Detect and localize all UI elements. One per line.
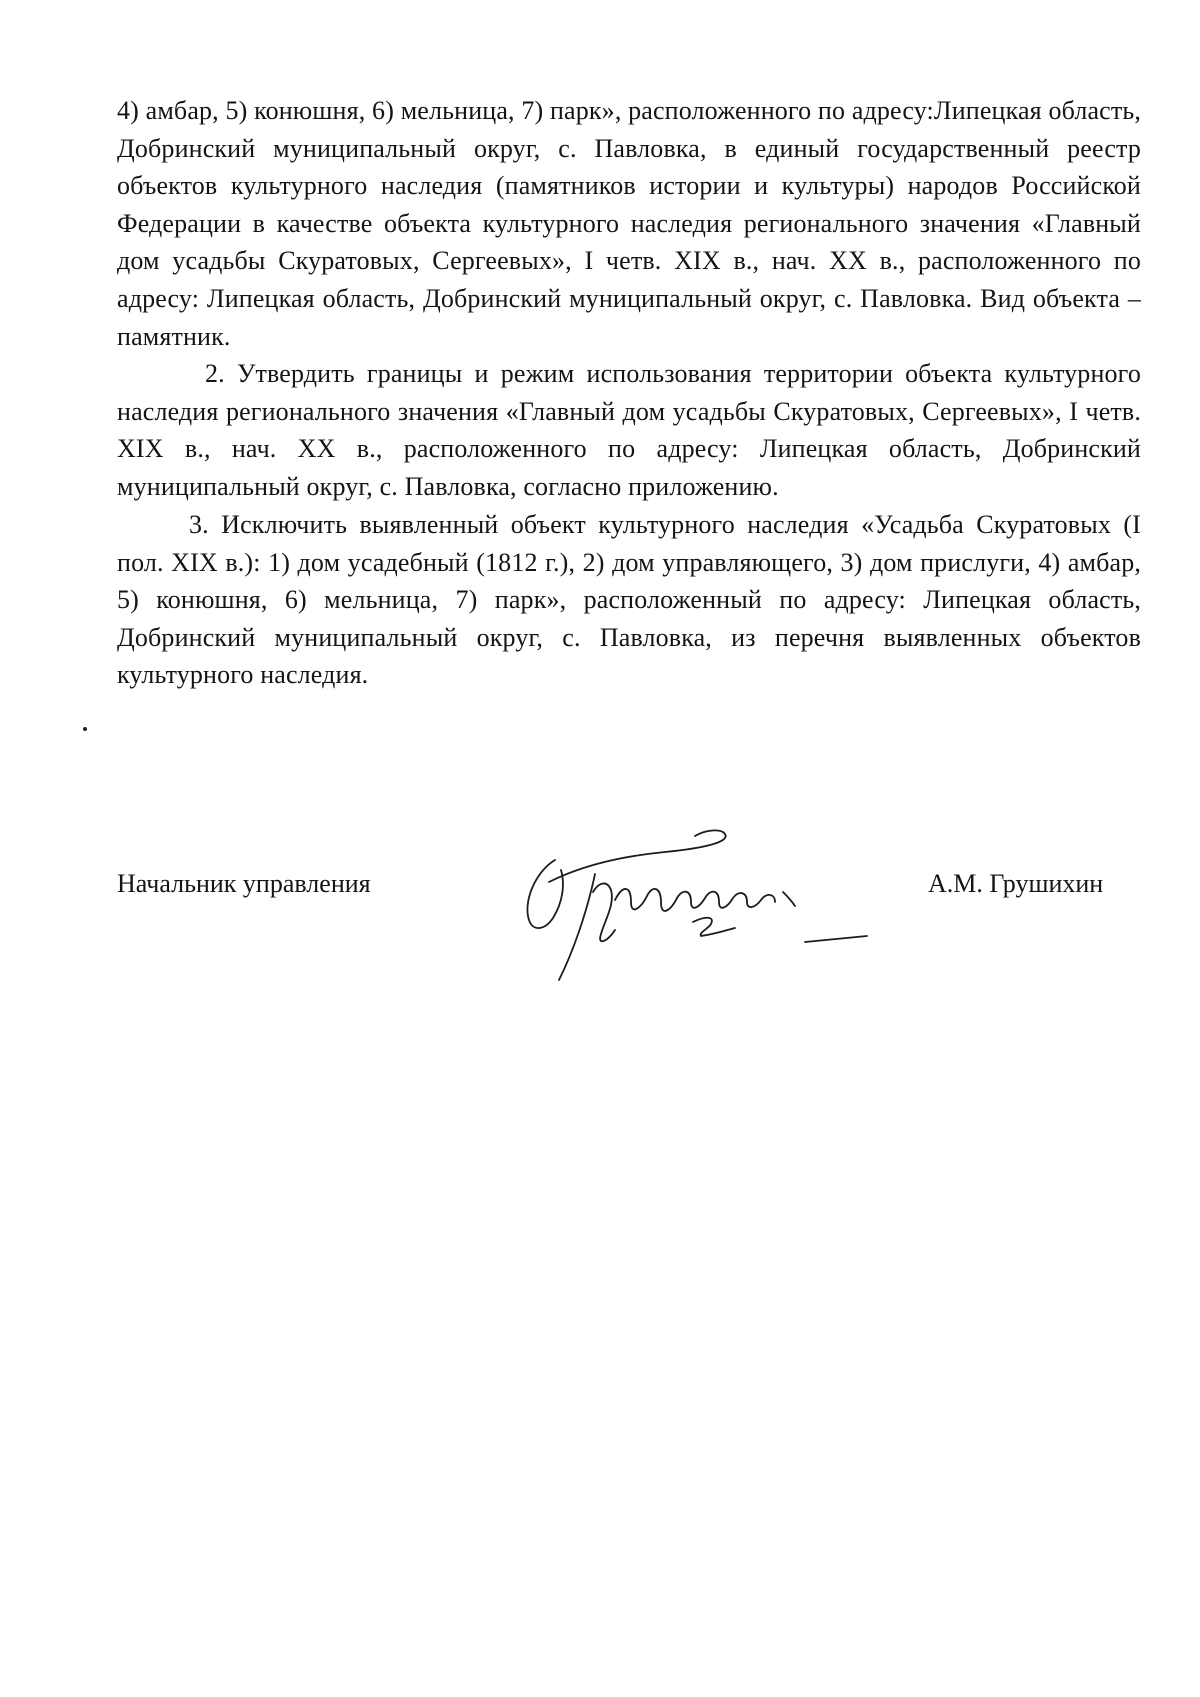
paragraph-item-2 [117, 355, 1141, 505]
item-3-text: 3. Исключить выявленный объект культурного наследия «Усадьба Скуратовых (I пол. XIX в.): 1) дом усадебный (1812 г.), 2) дом управляющего, 3) дом прислуги, 4) амбар, 5) конюшня, 6) мельница, 7) парк», расположенный по адресу: Липецкая область, Добринский муниципальный округ, с. Павловка, из перечня выявленных объектов культурного наследия. [117, 510, 1141, 690]
signatory-position: Начальник управления [117, 869, 371, 898]
signature-block [0, 860, 1200, 1000]
paragraph-item-3 [117, 506, 1141, 694]
continuation-text: 4) амбар, 5) конюшня, 6) мельница, 7) парк», расположенного по адресу:Липецкая область, Добринский муниципальный округ, с. Павловка, в единый государственный реестр объектов культурного наследия (памятников истории и культуры) народов Российской Федерации в качестве объекта культурного наследия регионального значения «Главный дом усадьбы Скуратовых, Сергеевых», I четв. XIX в., нач. XX в., расположенного по адресу: Липецкая область, Добринский муниципальный округ, с. Павловка. Вид объекта – памятник. [117, 96, 1141, 351]
paragraph-continuation [117, 92, 1141, 355]
handwritten-signature [515, 812, 895, 982]
signatory-name: А.М. Грушихин [928, 869, 1104, 898]
item-2-text: 2. Утвердить границы и режим использования территории объекта культурного наследия регионального значения «Главный дом усадьбы Скуратовых, Сергеевых», I четв. XIX в., нач. XX в., расположенного по адресу: Липецкая область, Добринский муниципальный округ, с. Павловка, согласно приложению. [117, 359, 1141, 501]
stray-dot-mark [83, 727, 87, 731]
